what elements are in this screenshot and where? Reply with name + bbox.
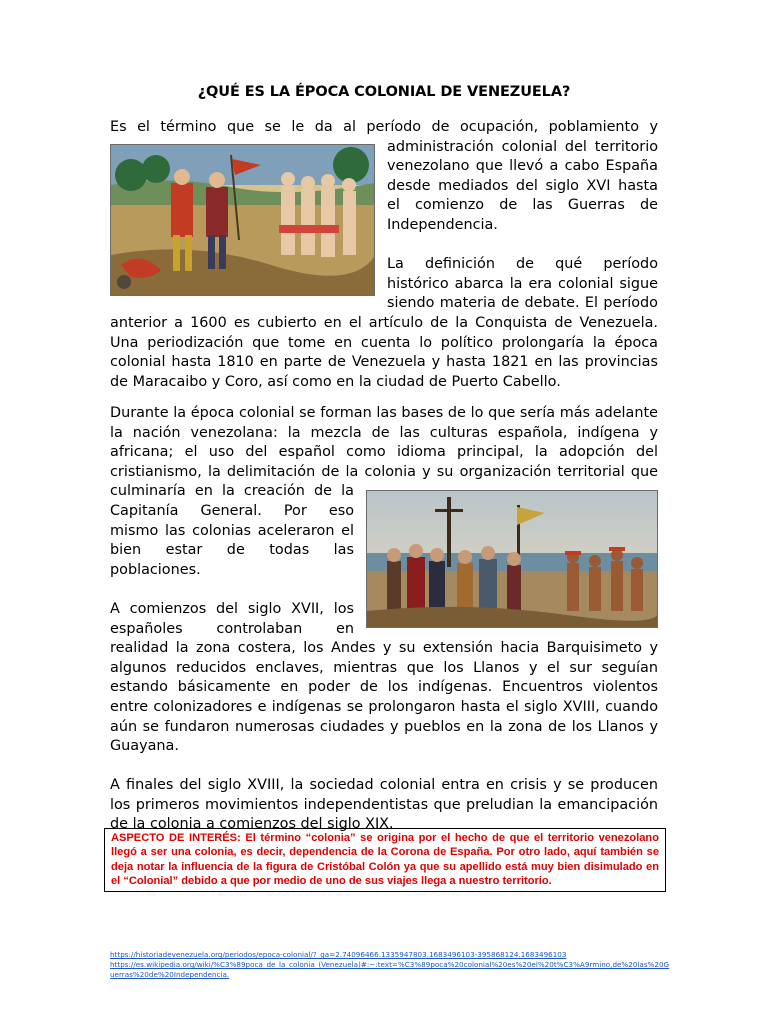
reference-link-1[interactable]: https://historiadevenezuela.org/periodos/epoca-colonial/?_ga=2.74096466.1335947803.1683496103-395868124.1683496103: [110, 950, 567, 959]
body-top: [110, 118, 658, 412]
paragraph-bases: [110, 404, 658, 580]
body-bottom: [110, 404, 658, 855]
landing-painting-image: [366, 490, 658, 628]
page-title: ¿QUÉ ES LA ÉPOCA COLONIAL DE VENEZUELA?: [197, 84, 571, 100]
zoom-icon[interactable]: [117, 275, 131, 289]
paragraph-crisis: A finales del siglo XVIII, la sociedad colonial entra en crisis y se producen los primeros movimientos independentistas que preludian la emancipación de la colonia a comienzos del siglo XIX.: [110, 777, 658, 833]
conquest-engraving-image: [110, 144, 375, 296]
reference-link-2[interactable]: https://es.wikipedia.org/wiki/%C3%89poca_de_la_colonia_(Venezuela)#:~:text=%C3%89poca%20colonial%20es%20el%20t%C3%A9rmino,de%20las%20Guerras%20de%20Independencia.: [110, 960, 670, 979]
paragraph-definition: La definición de qué período histórico abarca la era colonial sigue siendo materia de debate. El período anterior a 1600 es cubierto en el artículo de la Conquista de Venezuela. Una periodización que tome en cuenta lo político prolongaría la época colonial hasta 1810 en parte de Venezuela y hasta 1821 en las provincias de Maracaibo y Coro, así como en la ciudad de Puerto Cabello.: [110, 256, 658, 390]
paragraph-intro: [110, 118, 658, 236]
bases-lead: Durante la época colonial se forman las bases de lo que sería más adelante la nación venezolana: la mezcla de las culturas española, indígena y africana; el uso del español como idioma principal, la adopción del cristianismo, la delimitación de la colonia y su organización territorial que culminaría en la: [110, 405, 658, 500]
paragraph-seventeenth: A comienzos del siglo XVII, los españoles controlaban en realidad la zona costera, los Andes y su extensión hacia Barquisimeto y algunos reducidos enclaves, mientras que los Llanos y el sur seguían estando básicamente en poder de los indígenas. Encuentros violentos entre colonizadores e indígenas se prolongaron hasta el siglo XVIII, cuando aún se fundaron numerosas ciudades y pueblos en la zona de los Llanos y Guayana.: [110, 600, 658, 755]
references: [110, 950, 670, 980]
intro-lead: Es el término que se le da al período de ocupación, poblamiento y: [110, 119, 658, 135]
intro-rest: administración colonial del territorio venezolano que llevó a cabo España desde mediados del siglo XVI hasta el comienzo de las Guerras de Independencia.: [387, 138, 658, 233]
bases-rest: creación de la Capitanía General. Por eso mismo las colonias aceleraron el bien estar de todas las poblaciones.: [110, 483, 354, 578]
interest-box: ASPECTO DE INTERÉS: El término “colonia” se origina por el hecho de que el territorio venezolano llegó a ser una colonia, es decir, dependencia de la Corona de España. Por otro lado, aquí también se deja notar la influencia de la figura de Cristóbal Colón ya que su apellido está muy bien disimulado en el “Colonial” debido a que por medio de uno de sus viajes llega a nuestro territorio.: [104, 828, 666, 892]
